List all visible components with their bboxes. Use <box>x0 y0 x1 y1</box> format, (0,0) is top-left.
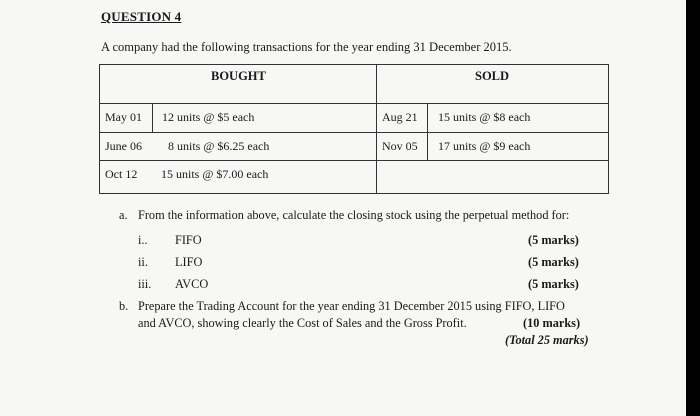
question-heading: QUESTION 4 <box>101 9 182 24</box>
item-marks: (5 marks) <box>528 255 579 269</box>
table-row-divider <box>100 132 608 133</box>
sold-date: Nov 05 <box>382 139 418 153</box>
transactions-table <box>99 64 609 194</box>
part-a-text: From the information above, calculate the closing stock using the perpetual method for: <box>138 208 570 222</box>
bought-date: June 06 <box>105 139 142 153</box>
sold-date: Aug 21 <box>382 110 418 124</box>
item-number: ii. <box>138 255 148 269</box>
item-marks: (5 marks) <box>528 233 579 247</box>
method-name: AVCO <box>175 277 209 291</box>
table-column-divider <box>376 65 377 193</box>
total-marks: (Total 25 marks) <box>505 333 589 347</box>
sold-header: SOLD <box>475 69 510 83</box>
part-b-line1: Prepare the Trading Account for the year ending 31 December 2015 using FIFO, LIFO <box>138 299 565 313</box>
question-intro: A company had the following transactions for the year ending 31 December 2015. <box>101 40 512 54</box>
bought-detail: 15 units @ $7.00 each <box>161 167 269 181</box>
date-separator <box>427 104 428 160</box>
date-separator <box>152 104 153 132</box>
item-number: i.. <box>138 233 148 247</box>
part-a-label: a. <box>119 208 128 222</box>
part-b-marks: (10 marks) <box>523 316 581 330</box>
sold-detail: 17 units @ $9 each <box>438 139 531 153</box>
bought-detail: 12 units @ $5 each <box>162 110 255 124</box>
item-number: iii. <box>138 277 152 291</box>
bought-detail: 8 units @ $6.25 each <box>168 139 270 153</box>
method-name: FIFO <box>175 233 202 247</box>
sold-detail: 15 units @ $8 each <box>438 110 531 124</box>
part-b-label: b. <box>119 299 129 313</box>
item-marks: (5 marks) <box>528 277 579 291</box>
table-row-divider <box>100 160 608 161</box>
bought-header: BOUGHT <box>211 69 266 83</box>
bought-date: Oct 12 <box>105 167 138 181</box>
method-name: LIFO <box>175 255 203 269</box>
bought-date: May 01 <box>105 110 142 124</box>
part-b-line2: and AVCO, showing clearly the Cost of Sales and the Gross Profit. <box>138 316 467 330</box>
table-header-divider <box>100 103 608 104</box>
